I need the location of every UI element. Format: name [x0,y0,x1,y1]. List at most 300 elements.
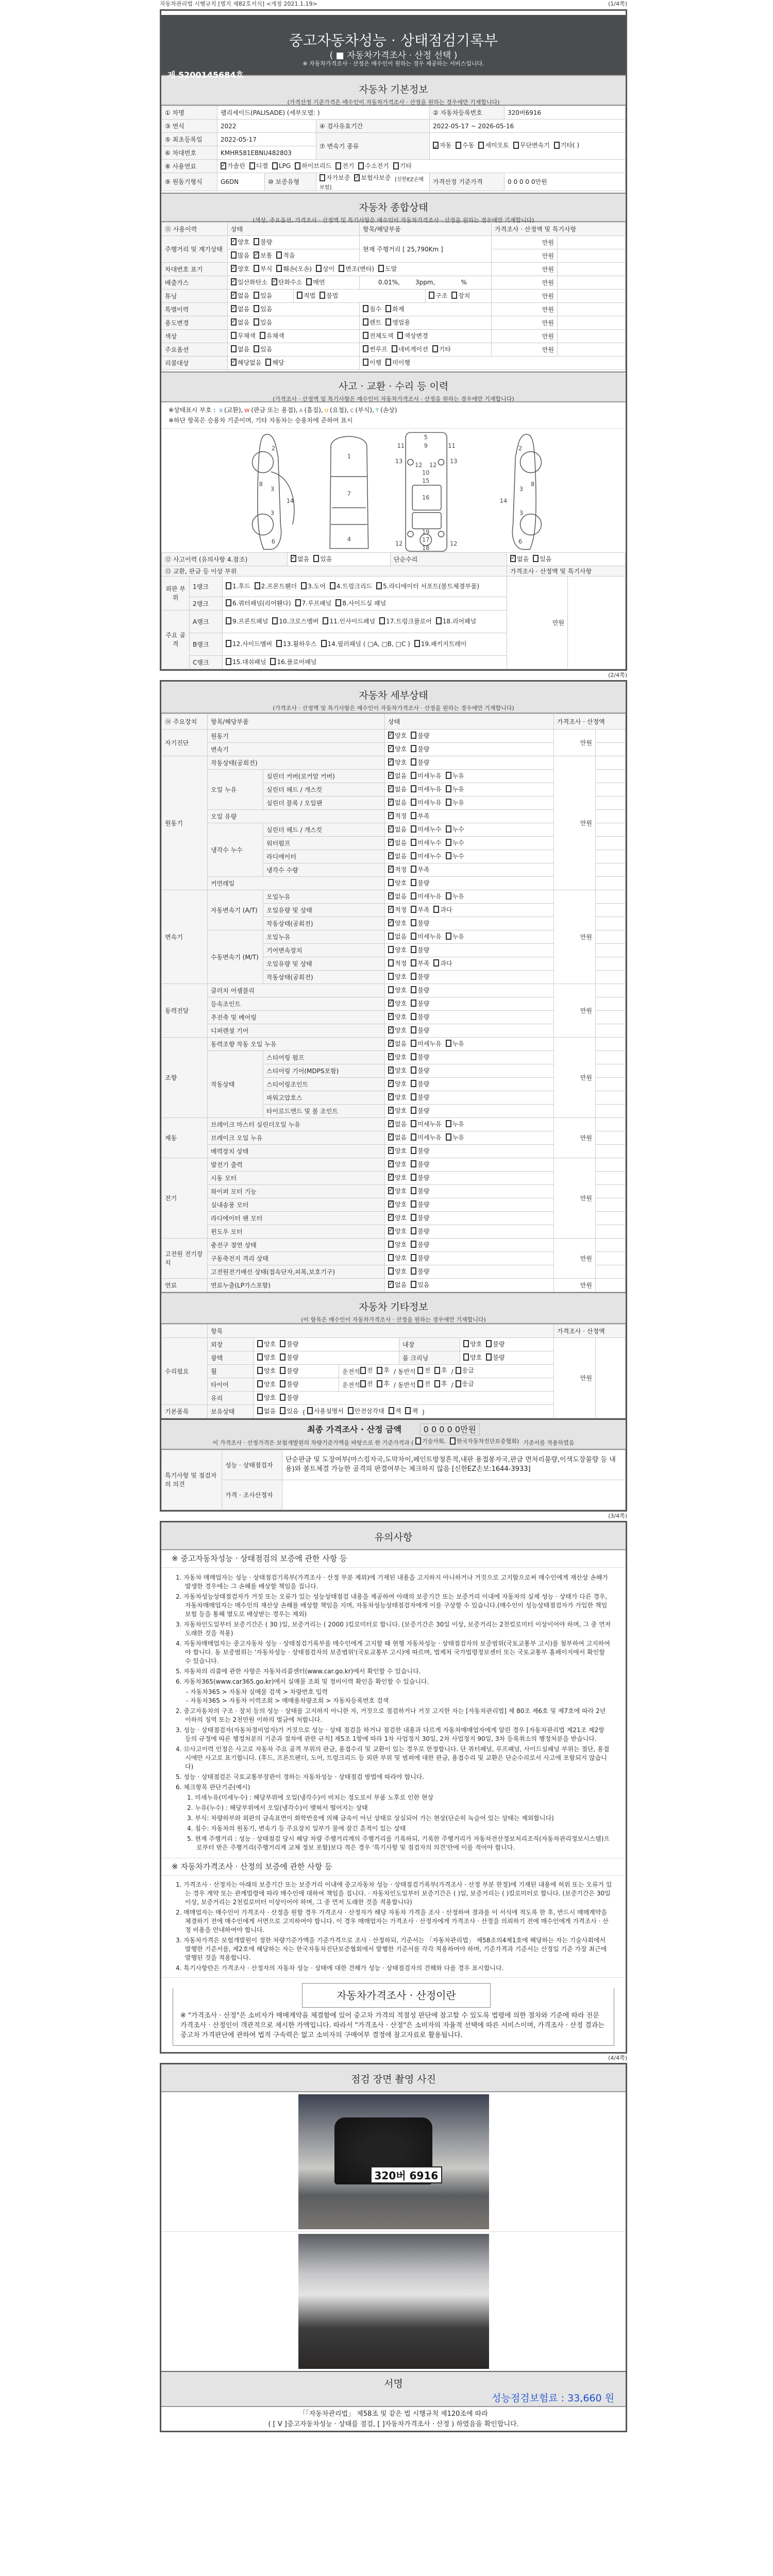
checkbox-icon[interactable] [389,1407,394,1414]
checkbox-option[interactable] [272,278,302,286]
checked-box-icon[interactable] [388,892,394,900]
checkbox-icon[interactable] [254,265,259,272]
checkbox-option[interactable] [360,1379,373,1388]
checked-box-icon[interactable] [388,1214,394,1221]
checkbox-option[interactable] [411,959,429,968]
checkbox-option[interactable] [388,972,407,981]
checkbox-option[interactable] [265,358,284,367]
checkbox-option[interactable] [411,1120,441,1128]
checkbox-icon[interactable] [446,1040,451,1047]
checkbox-option[interactable] [276,251,295,260]
checkbox-option[interactable] [510,554,529,563]
checkbox-option[interactable] [411,986,429,994]
checkbox-option[interactable] [388,1240,407,1249]
checkbox-icon[interactable] [433,906,439,913]
checkbox-option[interactable] [295,161,331,170]
checkbox-option[interactable] [446,852,464,860]
checkbox-icon[interactable] [280,1380,285,1387]
checkbox-option[interactable] [411,852,441,860]
checkbox-icon[interactable] [411,1066,416,1074]
checkbox-option[interactable] [411,865,429,874]
checkbox-option[interactable] [231,345,249,353]
checkbox-icon[interactable] [463,1353,469,1361]
checkbox-option[interactable] [335,161,354,170]
checkbox-option[interactable] [388,1200,407,1209]
checkbox-option[interactable] [388,1187,407,1195]
checkbox-icon[interactable] [231,345,237,352]
checkbox-option[interactable] [388,1133,407,1142]
checkbox-option[interactable] [388,1227,407,1235]
checkbox-icon[interactable] [379,617,385,624]
checkbox-option[interactable] [348,1406,384,1415]
checkbox-icon[interactable] [254,292,259,299]
checkbox-icon[interactable] [456,1367,461,1374]
checkbox-option[interactable] [446,798,464,807]
checkbox-option[interactable] [388,878,407,887]
checkbox-icon[interactable] [405,1407,411,1414]
checkbox-icon[interactable] [411,959,416,967]
checkbox-option[interactable] [388,1026,407,1035]
checkbox-option[interactable] [254,318,272,327]
checkbox-icon[interactable] [385,359,391,366]
checkbox-option[interactable] [411,919,429,927]
checkbox-option[interactable] [411,771,441,780]
checkbox-icon[interactable] [255,582,260,589]
checkbox-icon[interactable] [429,292,434,299]
checkbox-option[interactable] [411,945,429,954]
checkbox-icon[interactable] [411,999,416,1007]
checked-box-icon[interactable] [388,1013,394,1020]
checkbox-icon[interactable] [411,906,416,913]
checkbox-icon[interactable] [249,162,255,170]
checkbox-option[interactable] [388,986,407,994]
checkbox-option[interactable] [257,1380,276,1388]
checkbox-option[interactable] [226,657,266,666]
checkbox-option[interactable] [388,905,407,914]
checkbox-icon[interactable] [388,879,394,886]
checked-box-icon[interactable] [231,238,237,245]
checkbox-icon[interactable] [254,345,259,352]
checkbox-option[interactable] [257,1393,276,1402]
checked-box-icon[interactable] [388,1147,394,1154]
checkbox-option[interactable] [388,959,407,968]
checkbox-option[interactable] [226,599,291,607]
checkbox-option[interactable] [363,331,393,340]
checkbox-option[interactable] [307,1406,344,1415]
checkbox-icon[interactable] [411,785,416,792]
checkbox-option[interactable] [415,1437,446,1445]
checkbox-icon[interactable] [450,1437,456,1445]
checkbox-option[interactable] [339,264,374,273]
checkbox-icon[interactable] [388,959,394,967]
checkbox-option[interactable] [446,771,464,780]
checkbox-icon[interactable] [388,946,394,953]
checkbox-option[interactable] [411,932,441,941]
checkbox-option[interactable] [411,1066,429,1075]
checkbox-option[interactable] [434,1366,447,1375]
checkbox-icon[interactable] [451,292,457,299]
checkbox-icon[interactable] [385,318,391,326]
checked-box-icon[interactable] [388,1026,394,1033]
checkbox-option[interactable] [388,945,407,954]
checkbox-option[interactable] [446,1133,464,1142]
checkbox-option[interactable] [388,785,407,793]
checkbox-icon[interactable] [321,640,327,647]
checkbox-option[interactable] [231,304,249,313]
checkbox-option[interactable] [414,639,467,648]
checkbox-option[interactable] [388,1012,407,1021]
checkbox-option[interactable] [411,1253,429,1262]
checkbox-icon[interactable] [260,332,265,339]
checkbox-icon[interactable] [254,305,259,312]
checkbox-option[interactable] [388,798,407,807]
checkbox-icon[interactable] [388,986,394,993]
checkbox-icon[interactable] [360,1367,366,1374]
checkbox-option[interactable] [417,1379,430,1388]
checkbox-icon[interactable] [446,933,451,940]
checkbox-option[interactable] [358,161,389,170]
checkbox-icon[interactable] [363,332,368,339]
checkbox-icon[interactable] [446,892,451,900]
checkbox-icon[interactable] [393,162,399,170]
checkbox-icon[interactable] [411,1107,416,1114]
checkbox-option[interactable] [385,318,410,327]
checkbox-option[interactable] [260,331,284,340]
checkbox-icon[interactable] [446,1120,451,1127]
checkbox-icon[interactable] [295,162,300,170]
checkbox-icon[interactable] [411,1026,416,1033]
checkbox-icon[interactable] [411,758,416,766]
checkbox-icon[interactable] [411,1281,416,1288]
checkbox-option[interactable] [388,825,407,834]
checkbox-icon[interactable] [388,1267,394,1275]
checkbox-option[interactable] [411,1146,429,1155]
checkbox-icon[interactable] [257,1340,263,1347]
checkbox-option[interactable] [450,1437,519,1445]
checkbox-option[interactable] [433,905,452,914]
checkbox-icon[interactable] [323,617,328,624]
checkbox-option[interactable] [433,139,451,151]
checkbox-option[interactable] [388,1253,407,1262]
checkbox-icon[interactable] [414,640,420,647]
checkbox-option[interactable] [388,1079,407,1088]
checkbox-icon[interactable] [388,973,394,980]
checkbox-icon[interactable] [411,866,416,873]
checkbox-option[interactable] [280,1393,298,1402]
checkbox-icon[interactable] [363,318,368,326]
checkbox-option[interactable] [231,291,249,300]
checkbox-option[interactable] [221,161,245,170]
checkbox-option[interactable] [388,852,407,860]
checkbox-icon[interactable] [257,1380,263,1387]
checkbox-icon[interactable] [257,1407,263,1414]
checkbox-icon[interactable] [411,812,416,819]
checkbox-icon[interactable] [301,582,307,589]
checkbox-option[interactable] [411,1012,429,1021]
checkbox-option[interactable] [254,238,272,246]
checkbox-icon[interactable] [295,599,301,606]
checkbox-icon[interactable] [388,933,394,940]
checkbox-option[interactable] [451,291,470,300]
checkbox-option[interactable] [411,1106,429,1115]
checkbox-option[interactable] [254,251,272,260]
checked-box-icon[interactable] [231,305,237,312]
checkbox-option[interactable] [436,617,476,625]
checkbox-icon[interactable] [446,799,451,806]
checkbox-option[interactable] [379,617,432,625]
checked-box-icon[interactable] [221,162,226,170]
checkbox-icon[interactable] [411,732,416,739]
checkbox-icon[interactable] [411,1040,416,1047]
checkbox-option[interactable] [231,358,261,367]
checkbox-icon[interactable] [411,1267,416,1275]
checkbox-option[interactable] [297,291,315,300]
checked-box-icon[interactable] [388,1200,394,1208]
checkbox-option[interactable] [388,1213,407,1222]
checkbox-option[interactable] [411,1200,429,1209]
checkbox-icon[interactable] [377,1380,382,1387]
checkbox-icon[interactable] [226,582,231,589]
checkbox-option[interactable] [432,345,451,353]
checkbox-option[interactable] [434,1379,447,1388]
checked-box-icon[interactable] [388,919,394,926]
checked-box-icon[interactable] [231,292,237,299]
checkbox-icon[interactable] [411,745,416,752]
checkbox-option[interactable] [388,1120,407,1128]
checkbox-icon[interactable] [272,162,278,170]
checkbox-option[interactable] [411,1079,429,1088]
checkbox-option[interactable] [411,1133,441,1142]
checkbox-option[interactable] [417,1366,430,1375]
checkbox-option[interactable] [411,1026,429,1035]
checkbox-option[interactable] [254,345,272,353]
checkbox-option[interactable] [363,304,381,313]
checked-box-icon[interactable] [388,906,394,913]
checkbox-option[interactable] [392,345,428,353]
checkbox-option[interactable] [249,161,268,170]
checkbox-option[interactable] [254,291,272,300]
checkbox-icon[interactable] [417,1367,423,1374]
checkbox-icon[interactable] [272,617,278,624]
checkbox-option[interactable] [446,825,464,834]
checkbox-icon[interactable] [276,251,282,259]
checkbox-icon[interactable] [257,1353,263,1361]
checkbox-option[interactable] [320,173,350,182]
checkbox-option[interactable] [363,318,381,327]
checkbox-option[interactable] [276,639,316,648]
checkbox-option[interactable] [306,278,325,286]
checkbox-icon[interactable] [307,1407,313,1414]
checkbox-option[interactable] [280,1366,298,1375]
checkbox-option[interactable] [533,554,551,563]
checked-box-icon[interactable] [388,1187,394,1194]
checkbox-option[interactable] [411,744,429,753]
checkbox-option[interactable] [388,838,407,847]
checkbox-icon[interactable] [376,582,382,589]
checkbox-icon[interactable] [513,142,519,149]
checked-box-icon[interactable] [388,1120,394,1127]
checkbox-option[interactable] [280,1353,298,1362]
checked-box-icon[interactable] [388,852,394,859]
checkbox-icon[interactable] [358,162,364,170]
checked-box-icon[interactable] [354,174,360,181]
checkbox-option[interactable] [377,1366,390,1375]
checkbox-icon[interactable] [411,1147,416,1154]
checkbox-option[interactable] [257,1406,276,1415]
checkbox-icon[interactable] [388,1254,394,1261]
checkbox-option[interactable] [254,304,272,313]
checkbox-icon[interactable] [316,265,322,272]
checkbox-option[interactable] [463,1340,482,1348]
checkbox-icon[interactable] [411,879,416,886]
checkbox-option[interactable] [280,1380,298,1388]
checkbox-icon[interactable] [411,772,416,779]
checkbox-icon[interactable] [411,986,416,993]
checkbox-option[interactable] [411,731,429,740]
checkbox-option[interactable] [231,318,249,327]
checkbox-option[interactable] [388,744,407,753]
checkbox-icon[interactable] [377,1367,382,1374]
checkbox-icon[interactable] [446,785,451,792]
checkbox-option[interactable] [388,1280,407,1289]
checkbox-icon[interactable] [320,174,325,181]
checkbox-option[interactable] [376,582,479,590]
checkbox-option[interactable] [272,617,318,625]
checkbox-option[interactable] [276,264,312,273]
checkbox-icon[interactable] [434,1380,440,1387]
checked-box-icon[interactable] [388,745,394,752]
checkbox-icon[interactable] [411,933,416,940]
checked-box-icon[interactable] [388,1133,394,1141]
checkbox-option[interactable] [388,999,407,1008]
checkbox-option[interactable] [313,554,332,563]
checked-box-icon[interactable] [388,732,394,739]
checked-box-icon[interactable] [272,278,277,285]
checkbox-option[interactable] [388,932,407,941]
checkbox-icon[interactable] [433,959,439,967]
checkbox-option[interactable] [411,1227,429,1235]
checked-box-icon[interactable] [388,1053,394,1060]
checkbox-icon[interactable] [280,1407,285,1414]
checkbox-option[interactable] [463,1353,482,1362]
checkbox-icon[interactable] [254,318,259,326]
checkbox-icon[interactable] [306,278,312,285]
checkbox-icon[interactable] [446,852,451,859]
checked-box-icon[interactable] [231,278,237,285]
checkbox-icon[interactable] [388,1241,394,1248]
checked-box-icon[interactable] [388,825,394,833]
checked-box-icon[interactable] [388,1281,394,1288]
checkbox-icon[interactable] [463,1340,469,1347]
checkbox-option[interactable] [411,1213,429,1222]
checkbox-option[interactable] [446,1120,464,1128]
checkbox-icon[interactable] [411,1174,416,1181]
checked-box-icon[interactable] [388,1174,394,1181]
checkbox-icon[interactable] [486,1340,492,1347]
checked-box-icon[interactable] [388,785,394,792]
checkbox-option[interactable] [411,811,429,820]
checkbox-option[interactable] [257,1353,276,1362]
checkbox-icon[interactable] [270,658,276,665]
checkbox-icon[interactable] [392,345,397,352]
checkbox-icon[interactable] [411,1080,416,1087]
checkbox-icon[interactable] [276,265,282,272]
checked-box-icon[interactable] [231,318,237,326]
checkbox-option[interactable] [411,1160,429,1168]
checkbox-option[interactable] [405,1406,418,1415]
checkbox-option[interactable] [388,1106,407,1115]
checkbox-icon[interactable] [320,292,325,299]
checkbox-option[interactable] [385,304,404,313]
checkbox-icon[interactable] [432,345,438,352]
checkbox-option[interactable] [354,173,391,182]
checkbox-option[interactable] [411,798,441,807]
checkbox-option[interactable] [280,1406,298,1415]
checkbox-icon[interactable] [280,1340,285,1347]
checkbox-option[interactable] [411,1053,429,1061]
checkbox-icon[interactable] [231,332,237,339]
checkbox-icon[interactable] [434,1367,440,1374]
checked-box-icon[interactable] [388,1093,394,1100]
checkbox-icon[interactable] [397,332,403,339]
checkbox-option[interactable] [388,1160,407,1168]
checked-box-icon[interactable] [388,812,394,819]
checkbox-option[interactable] [411,878,429,887]
checkbox-option[interactable] [411,999,429,1008]
checkbox-option[interactable] [320,291,338,300]
checkbox-icon[interactable] [363,359,368,366]
checkbox-icon[interactable] [335,162,341,170]
checkbox-icon[interactable] [226,599,231,606]
checkbox-icon[interactable] [231,251,237,259]
checkbox-icon[interactable] [446,1133,451,1141]
checkbox-icon[interactable] [226,640,231,647]
checkbox-option[interactable] [385,358,410,367]
checkbox-option[interactable] [411,1173,429,1182]
checkbox-icon[interactable] [297,292,303,299]
checkbox-option[interactable] [231,331,256,340]
checkbox-icon[interactable] [257,1394,263,1401]
checkbox-icon[interactable] [363,305,368,312]
checkbox-option[interactable] [363,345,388,353]
checked-box-icon[interactable] [388,799,394,806]
checkbox-icon[interactable] [226,617,231,624]
checkbox-option[interactable] [446,785,464,793]
checkbox-icon[interactable] [313,555,319,562]
checkbox-icon[interactable] [456,142,461,149]
checked-box-icon[interactable] [388,1080,394,1087]
checkbox-option[interactable] [486,1353,505,1362]
checked-box-icon[interactable] [388,772,394,779]
checkbox-option[interactable] [257,1366,276,1375]
checkbox-option[interactable] [321,639,410,648]
checkbox-icon[interactable] [339,265,344,272]
checkbox-option[interactable] [554,139,579,151]
checkbox-icon[interactable] [363,345,368,352]
checked-box-icon[interactable] [388,999,394,1007]
checked-box-icon[interactable] [433,142,439,149]
checkbox-option[interactable] [231,278,267,286]
checkbox-icon[interactable] [280,1353,285,1361]
checkbox-option[interactable] [330,582,372,590]
checkbox-option[interactable] [377,1379,390,1388]
checkbox-option[interactable] [388,771,407,780]
checkbox-option[interactable] [254,264,272,273]
checkbox-icon[interactable] [280,1367,285,1374]
checkbox-option[interactable] [316,264,334,273]
checkbox-option[interactable] [411,825,441,834]
checked-box-icon[interactable] [231,359,237,366]
